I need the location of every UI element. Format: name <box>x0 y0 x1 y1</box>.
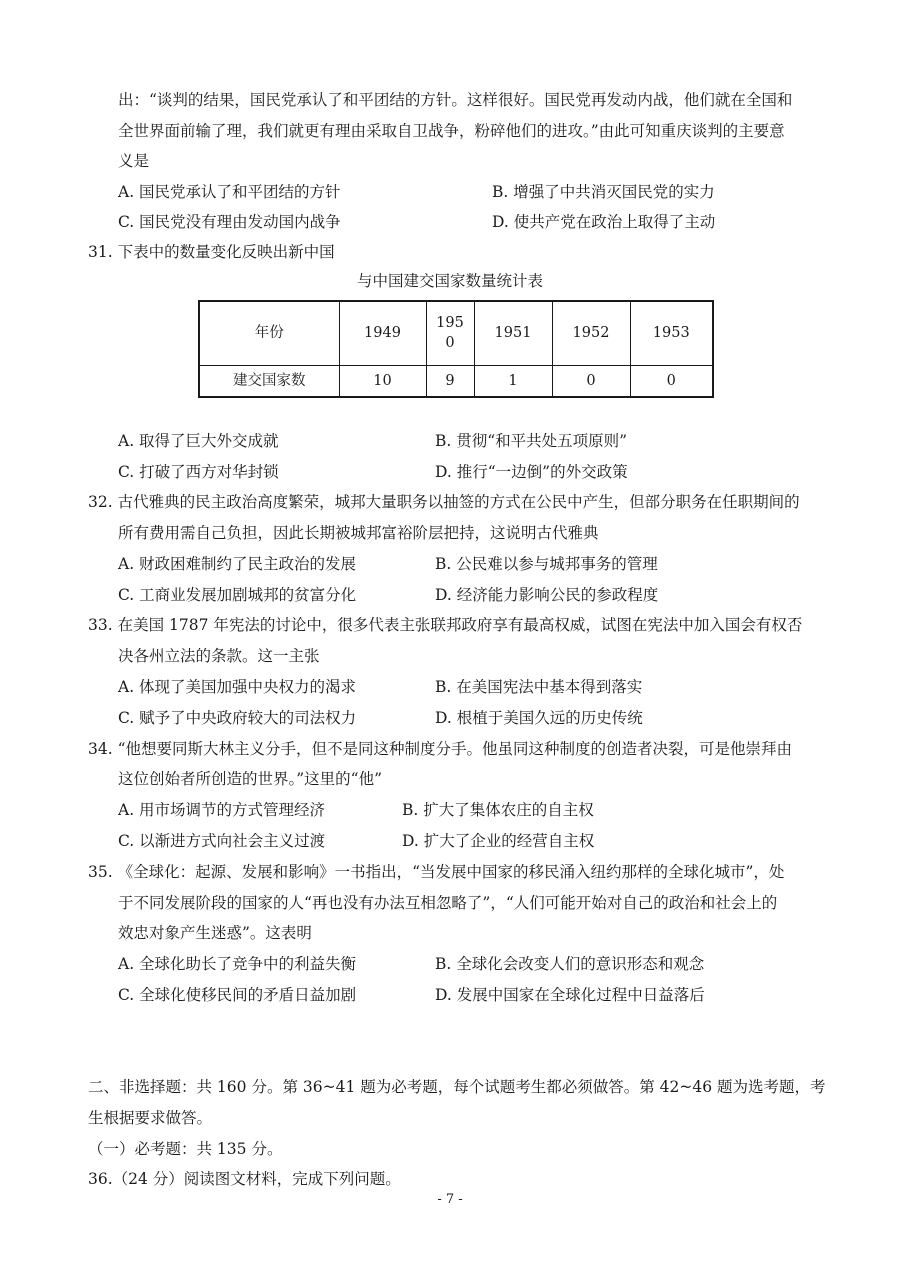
table-year-cell: 1953 <box>630 301 713 365</box>
q31-option-b: B. 贯彻“和平共处五项原则” <box>435 432 628 450</box>
table-count-cell: 0 <box>630 365 713 397</box>
table-data-row <box>199 365 713 397</box>
q34-line-2: 这位创始者所创造的世界。”这里的“他” <box>118 770 383 788</box>
q35-line-3: 效忠对象产生迷惑”。这表明 <box>118 924 312 942</box>
q32-option-b: B. 公民难以参与城邦事务的管理 <box>435 555 658 573</box>
q35-line-2: 于不同发展阶段的国家的人“再也没有办法互相忽略了”，“人们可能开始对自己的政治和社会上的 <box>118 894 778 912</box>
q31-option-d: D. 推行“一边倒”的外交政策 <box>435 463 628 481</box>
table-header-label: 年份 <box>199 301 339 365</box>
table-row-label: 建交国家数 <box>199 365 339 397</box>
q33-line-1: 33. 在美国 1787 年宪法的讨论中，很多代表主张联邦政府享有最高权威，试图在宪法中加入国会有权否 <box>88 616 803 634</box>
q35-option-a: A. 全球化助长了竞争中的利益失衡 <box>118 955 357 973</box>
q35-line-1: 35. 《全球化：起源、发展和影响》一书指出，“当发展中国家的移民涌入纽约那样的全球化城市”，处 <box>88 863 785 881</box>
q30-option-c: C. 国民党没有理由发动国内战争 <box>118 213 341 231</box>
q30-option-d: D. 使共产党在政治上取得了主动 <box>492 213 716 231</box>
q31-stem: 31. 下表中的数量变化反映出新中国 <box>88 243 335 261</box>
section2-line-3: （一）必考题：共 135 分。 <box>88 1140 283 1158</box>
table-year-cell: 1951 <box>474 301 552 365</box>
q31-option-a: A. 取得了巨大外交成就 <box>118 432 279 450</box>
table-count-cell: 0 <box>552 365 630 397</box>
q33-line-2: 决各州立法的条款。这一主张 <box>118 647 320 665</box>
q34-line-1: 34. “他想要同斯大林主义分手，但不是同这种制度分手。他虽同这种制度的创造者决裂，可是他崇拜由 <box>88 740 793 758</box>
q34-option-d: D. 扩大了企业的经营自主权 <box>402 832 595 850</box>
q35-option-b: B. 全球化会改变人们的意识形态和观念 <box>435 955 705 973</box>
q31-option-c: C. 打破了西方对华封锁 <box>118 463 279 481</box>
q35-option-d: D. 发展中国家在全球化过程中日益落后 <box>435 986 705 1004</box>
q32-option-c: C. 工商业发展加剧城邦的贫富分化 <box>118 586 357 604</box>
table-year-cell: 1949 <box>339 301 426 365</box>
table-count-cell: 10 <box>339 365 426 397</box>
q33-option-d: D. 根植于美国久远的历史传统 <box>435 709 643 727</box>
table-header-row <box>199 301 713 365</box>
q34-option-b: B. 扩大了集体农庄的自主权 <box>402 801 594 819</box>
q33-option-a: A. 体现了美国加强中央权力的渴求 <box>118 678 357 696</box>
table-count-cell: 9 <box>426 365 474 397</box>
table-count-cell: 1 <box>474 365 552 397</box>
q33-option-b: B. 在美国宪法中基本得到落实 <box>435 678 643 696</box>
q33-option-c: C. 赋予了中央政府较大的司法权力 <box>118 709 357 727</box>
q30-option-b: B. 增强了中共消灭国民党的实力 <box>492 183 715 201</box>
page-number: - 7 - <box>437 1192 463 1207</box>
section2-line-1: 二、非选择题：共 160 分。第 36~41 题为必考题，每个试题考生都必须做答。第 42~46 题为选考题，考 <box>88 1078 826 1096</box>
q31-table-title: 与中国建交国家数量统计表 <box>356 272 543 290</box>
q36-stem: 36.（24 分）阅读图文材料，完成下列问题。 <box>88 1170 401 1188</box>
q30-line-3: 义是 <box>118 152 150 170</box>
table-year-cell: 195 0 <box>426 301 474 365</box>
table-year-cell: 1952 <box>552 301 630 365</box>
q30-line-2: 全世界面前输了理，我们就更有理由采取自卫战争，粉碎他们的进攻。”由此可知重庆谈判的主要意 <box>118 122 785 140</box>
q32-line-1: 32. 古代雅典的民主政治高度繁荣，城邦大量职务以抽签的方式在公民中产生，但部分职务在任职期间的 <box>88 493 800 511</box>
q30-option-a: A. 国民党承认了和平团结的方针 <box>118 183 341 201</box>
q30-line-1: 出：“谈判的结果，国民党承认了和平团结的方针。这样很好。国民党再发动内战，他们就在全国和 <box>118 91 793 109</box>
q32-option-a: A. 财政困难制约了民主政治的发展 <box>118 555 357 573</box>
q32-option-d: D. 经济能力影响公民的参政程度 <box>435 586 659 604</box>
q35-option-c: C. 全球化使移民间的矛盾日益加剧 <box>118 986 357 1004</box>
q34-option-c: C. 以渐进方式向社会主义过渡 <box>118 832 326 850</box>
section2-line-2: 生根据要求做答。 <box>88 1109 213 1127</box>
q34-option-a: A. 用市场调节的方式管理经济 <box>118 801 326 819</box>
q31-stats-table <box>198 300 714 398</box>
q32-line-2: 所有费用需自己负担，因此长期被城邦富裕阶层把持，这说明古代雅典 <box>118 524 599 542</box>
